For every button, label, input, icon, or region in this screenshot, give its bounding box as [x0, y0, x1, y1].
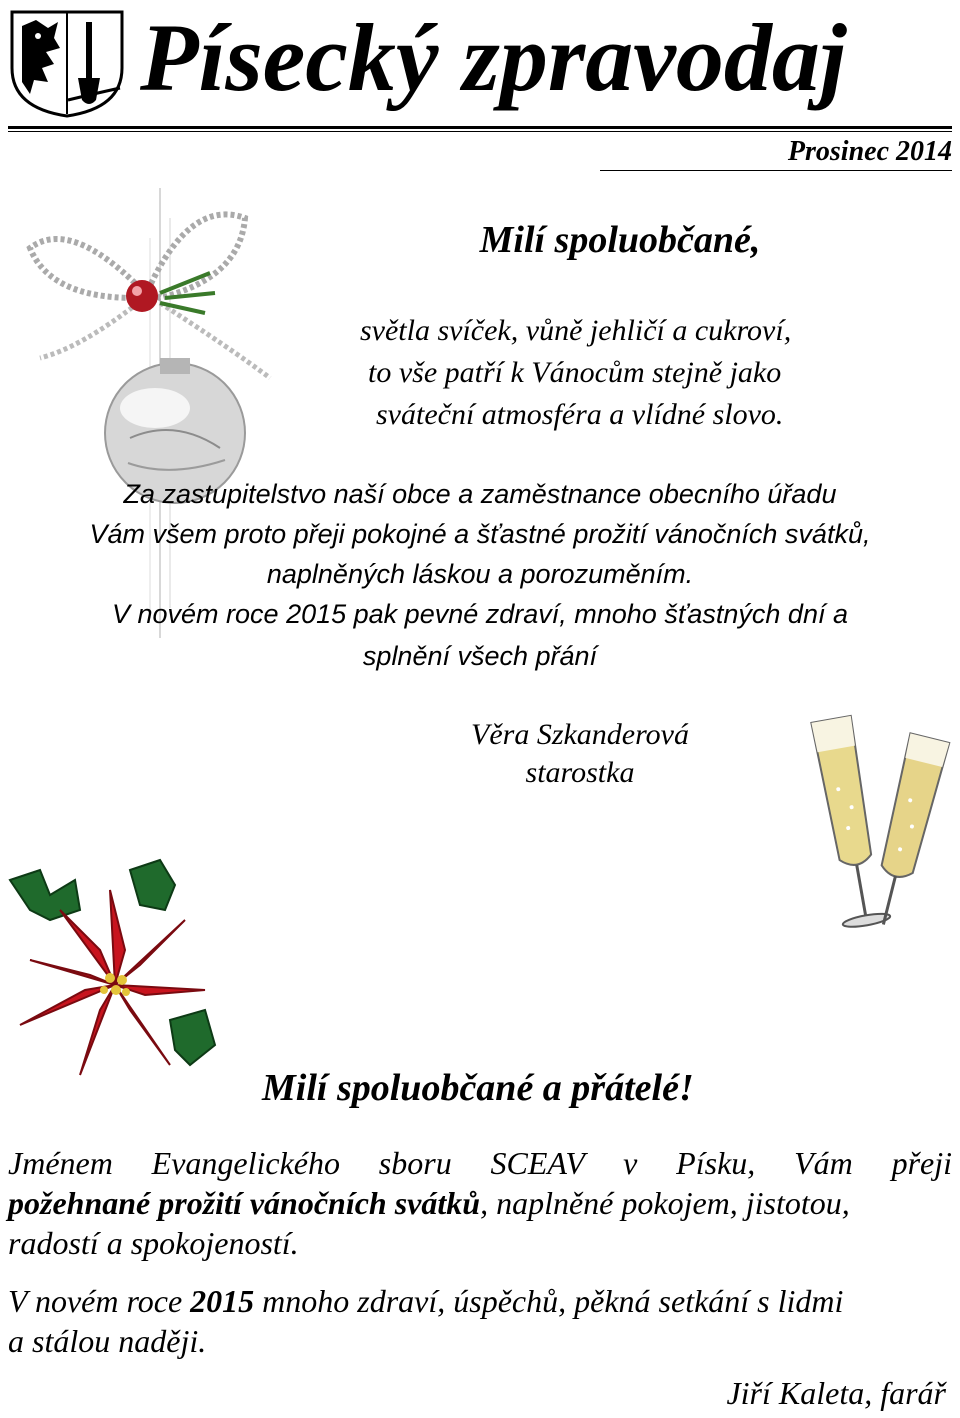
- issue-date: Prosinec 2014: [600, 136, 952, 171]
- champagne-glasses-icon: [800, 706, 960, 936]
- church-paragraph-text: mnoho zdraví, úspěchů, pěkná setkání s lidmi: [254, 1283, 844, 1319]
- greeting-salutation: Milí spoluobčané,: [479, 219, 761, 261]
- church-salutation: Milí spoluobčané a přátelé!: [262, 1067, 694, 1109]
- coat-of-arms-icon: [8, 8, 126, 120]
- church-signature: Jiří Kaleta, farář: [726, 1375, 946, 1411]
- wish-line: V novém roce 2015 pak pevné zdraví, mnoho šťastných dní a: [112, 599, 848, 629]
- church-paragraph-line: Jménem Evangelického sboru SCEAV v Písku, Vám přeji: [8, 1145, 952, 1181]
- poem-line: sváteční atmosféra a vlídné slovo.: [376, 398, 784, 431]
- wish-line: naplněných láskou a porozuměním.: [266, 559, 694, 589]
- wish-line: Za zastupitelstvo naší obce a zaměstnance obecního úřadu: [123, 479, 837, 509]
- signature-name: Věra Szkanderová: [471, 718, 689, 751]
- church-paragraph-line: a stálou naději.: [8, 1323, 207, 1359]
- year-emphasis: 2015: [190, 1283, 255, 1319]
- church-paragraph-line: [8, 1182, 952, 1224]
- wish-line: splnění všech přání: [362, 641, 598, 671]
- wish-line: Vám všem proto přeji pokojné a šťastné prožití vánočních svátků,: [89, 519, 871, 549]
- poinsettia-icon: [0, 850, 230, 1090]
- masthead-rule-thin: [8, 131, 952, 132]
- emphasis-text: požehnané prožití vánočních svátků: [8, 1185, 481, 1221]
- masthead-title: Písecký zpravodaj: [140, 4, 847, 111]
- church-paragraph-line: radostí a spokojeností.: [8, 1225, 299, 1261]
- masthead-rule: [8, 126, 952, 129]
- poem-line: světla svíček, vůně jehličí a cukroví,: [360, 314, 792, 347]
- church-paragraph-text: V novém roce: [8, 1283, 191, 1319]
- poem-line: to vše patří k Vánocům stejně jako: [368, 356, 782, 389]
- church-paragraph-text: , naplněné pokojem, jistotou,: [480, 1185, 850, 1221]
- signature-role: starostka: [525, 756, 635, 789]
- church-paragraph-line: [8, 1280, 952, 1322]
